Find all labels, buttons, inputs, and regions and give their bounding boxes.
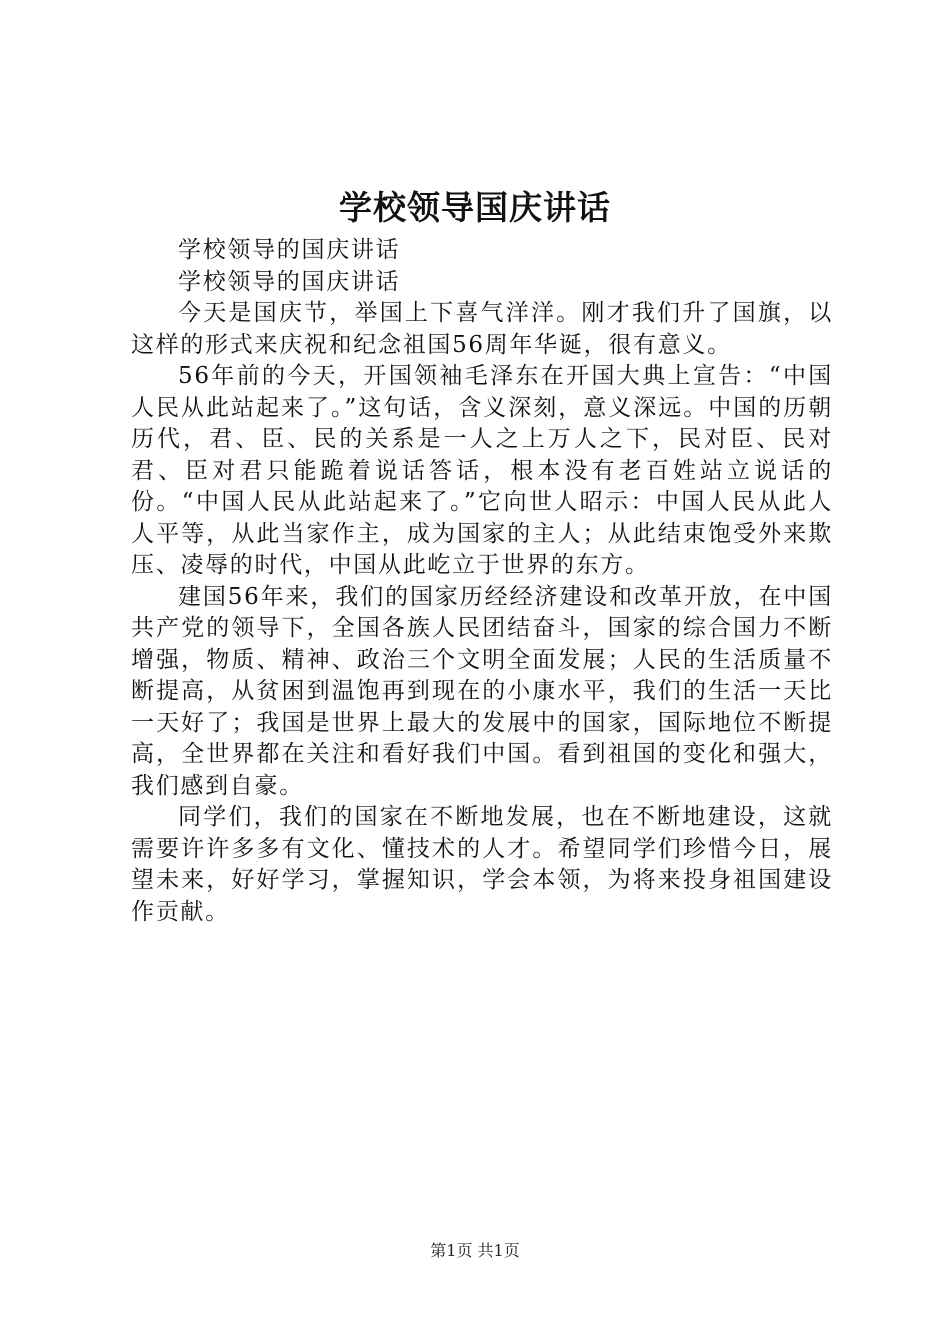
paragraph-development: 建国56年来，我们的国家历经经济建设和改革开放，在中国共产党的领导下，全国各族人民团结奋斗，国家的综合国力不断增强，物质、精神、政治三个文明全面发展；人民的生活质量不断提高，从贫困到温饱再到现在的小康水平，我们的生活一天比一天好了；我国是世界上最大的发展中的国家，国际地位不断提高，全世界都在关注和看好我们中国。看到祖国的变化和强大，我们感到自豪。 [131, 583, 833, 799]
paragraph-subtitle-2: 学校领导的国庆讲话 [178, 268, 401, 295]
paragraph-opening: 今天是国庆节，举国上下喜气洋洋。刚才我们升了国旗，以这样的形式来庆祝和纪念祖国56周年华诞，很有意义。 [131, 300, 833, 358]
paragraph-subtitle-1: 学校领导的国庆讲话 [178, 237, 401, 263]
paragraph-history: 56年前的今天，开国领袖毛泽东在开国大典上宣告：“中国人民从此站起来了。”这句话，含义深刻，意义深远。中国的历朝历代，君、臣、民的关系是一人之上万人之下，民对臣、民对君、臣对君只能跪着说话答话，根本没有老百姓站立说话的份。“中国人民从此站起来了。”它向世人昭示：中国人民从此人人平等，从此当家作主，成为国家的主人；从此结束饱受外来欺压、凌辱的时代，中国从此屹立于世界的东方。 [131, 363, 833, 578]
document-title: 学校领导国庆讲话 [339, 188, 611, 227]
page-footer: 第1页 共1页 [430, 1241, 520, 1260]
paragraph-closing: 同学们，我们的国家在不断地发展，也在不断地建设，这就需要许许多多有文化、懂技术的人才。希望同学们珍惜今日，展望未来，好好学习，掌握知识，学会本领，为将来投身祖国建设作贡献。 [131, 804, 833, 925]
document-body [131, 235, 833, 928]
